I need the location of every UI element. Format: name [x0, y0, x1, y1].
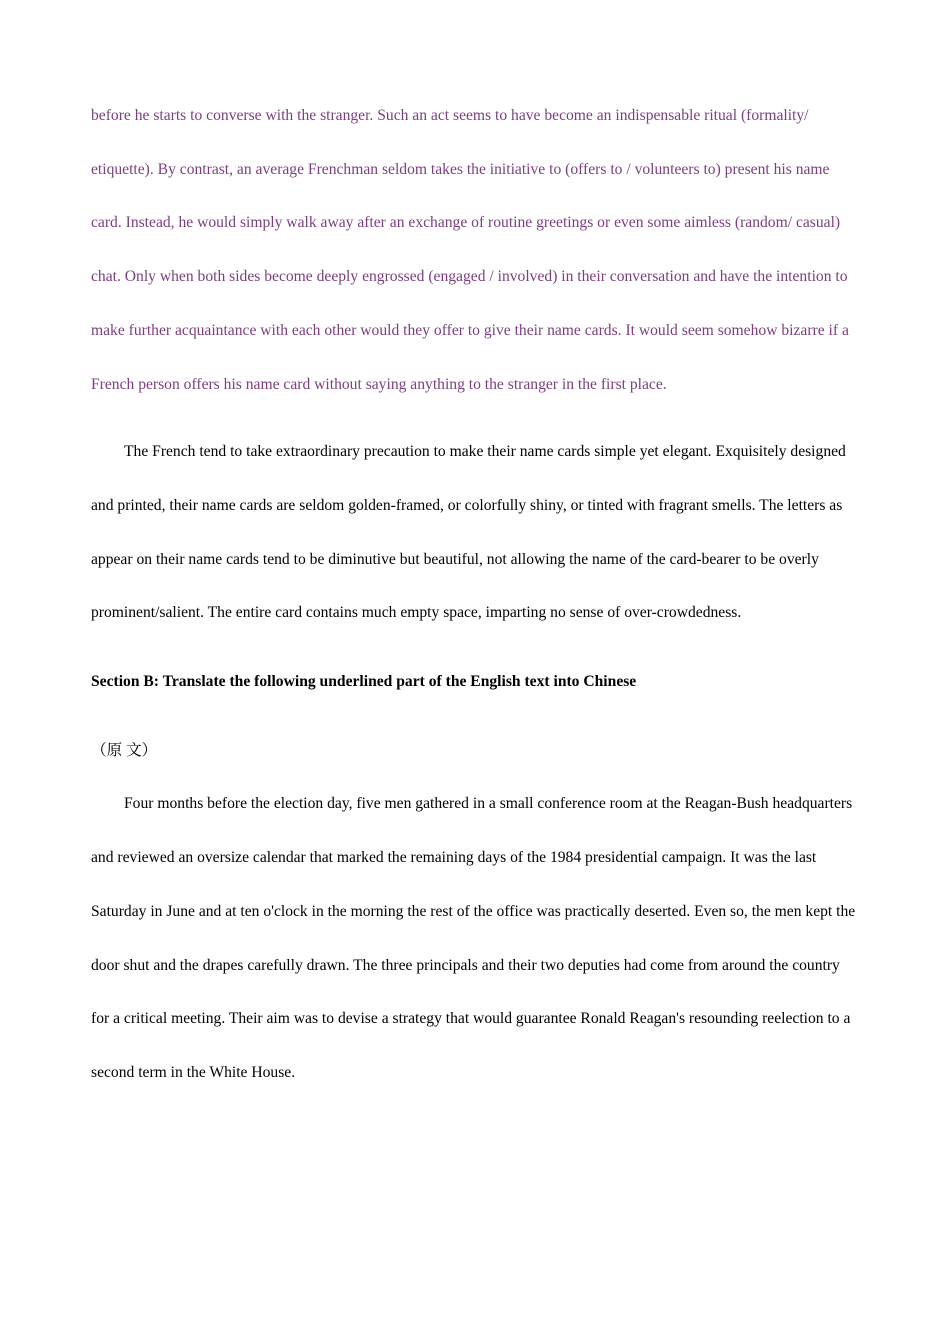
source-text-paragraph: Four months before the election day, five men gathered in a small conference room at the Reagan-Bush headquarters and reviewed an oversize calendar that marked the remaining days of the 1984 presidential campaign. It was the last Saturday in June and at ten o'clock in the morning the rest of the office was practically deserted. Even so, the men kept the door shut and the drapes carefully drawn. The three principals and their two deputies had come from around the country for a critical meeting. Their aim was to devise a strategy that would guarantee Ronald Reagan's resounding reelection to a second term in the White House.: [91, 795, 856, 1081]
source-text-label: （原 文）: [91, 741, 158, 759]
section-b-heading: Section B: Translate the following underlined part of the English text into Chinese: [91, 673, 637, 691]
document-page: [91, 89, 859, 1100]
translation-answer-paragraph: before he starts to converse with the stranger. Such an act seems to have become an indispensable ritual (formality/ etiquette). By contrast, an average Frenchman seldom takes the initiative to (offers to / volunteers to) present his name card. Instead, he would simply walk away after an exchange of routine greetings or even some aimless (random/ casual) chat. Only when both sides become deeply engrossed (engaged / involved) in their conversation and have the intention to make further acquaintance with each other would they offer to give their name cards. It would seem somehow bizarre if a French person offers his name card without saying anything to the stranger in the first place.: [91, 107, 849, 393]
french-name-cards-paragraph: The French tend to take extraordinary precaution to make their name cards simple yet elegant. Exquisitely designed and printed, their name cards are seldom golden-framed, or colorfully shiny, or tinted with fragrant smells. The letters as appear on their name cards tend to be diminutive but beautiful, not allowing the name of the card-bearer to be overly prominent/salient. The entire card contains much empty space, imparting no sense of over-crowdedness.: [91, 443, 846, 622]
